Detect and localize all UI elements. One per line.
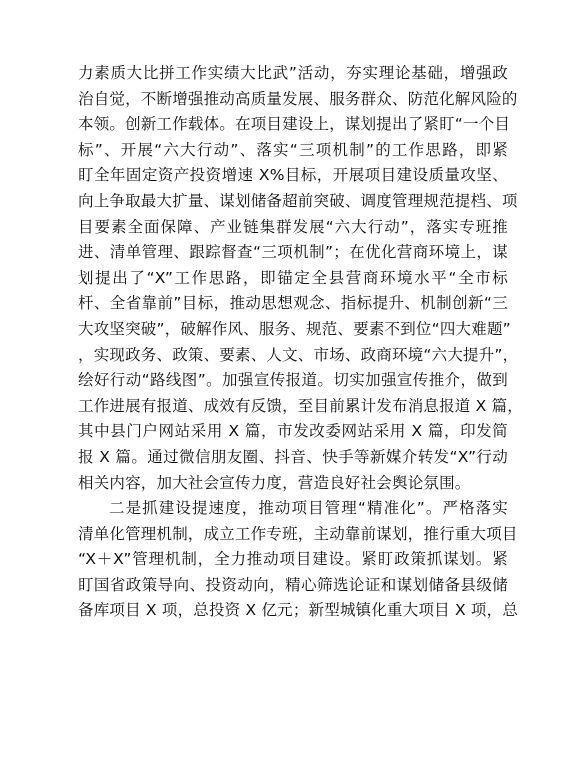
text-line: 本领。创新工作载体。在项目建设上，谋划提出了紧盯“一个目 (78, 115, 511, 134)
text-line: 清单化管理机制，成立工作专班，主动靠前谋划，推行重大项目 (78, 524, 518, 543)
text-line: 目要素全面保障、产业链集群发展“六大行动”，落实专班推 (78, 217, 508, 236)
text-line: 其中县门户网站采用 X 篇，市发改委网站采用 X 篇，印发简 (78, 422, 508, 441)
text-line: 杆、全省靠前”目标，推动思想观念、指标提升、机制创新“三 (78, 294, 508, 313)
paragraph-1 (78, 61, 523, 496)
text-line: 进、清单管理、跟踪督查“三项机制”；在优化营商环境上，谋 (78, 243, 508, 262)
text-line: 划提出了“X”工作思路，即锚定全县营商环境水平“全市标 (78, 268, 508, 287)
text-line: 大攻坚突破”，破解作风、服务、规范、要素不到位“四大难题” (78, 319, 511, 338)
body-text (78, 61, 523, 624)
text-line: 盯全年固定资产投资增速 X%目标，开展项目建设质量攻坚、 (78, 166, 508, 185)
text-line: 绘好行动“路线图”。加强宣传报道。切实加强宣传推介，做到 (78, 371, 508, 390)
paragraph-2 (78, 496, 519, 624)
text-line: “X＋X”管理机制，全力推动项目建设。紧盯政策抓谋划。紧 (78, 550, 508, 569)
text-line: 治自觉，不断增强推动高质量发展、服务群众、防范化解风险的 (78, 89, 518, 108)
text-line: 标”、开展“六大行动”、落实“三项机制”的工作思路，即紧 (78, 140, 508, 159)
text-line: 盯国省政策导向、投资动向，精心筛选论证和谋划储备县级储 (78, 575, 508, 594)
text-line: 工作进展有报道、成效有反馈，至目前累计发布消息报道 X 篇， (78, 396, 523, 415)
text-line: ，实现政务、政策、要素、人文、市场、政商环境“六大提升”， (78, 345, 519, 364)
text-line: 向上争取最大扩量、谋划储备超前突破、调度管理规范提档、项 (78, 191, 518, 210)
text-line: 相关内容，加大社会宣传力度，营造良好社会舆论氛围。 (78, 473, 471, 492)
text-line: 报 X 篇。通过微信朋友圈、抖音、快手等新媒介转发“X”行动 (78, 447, 508, 466)
text-line: 备库项目 X 项，总投资 X 亿元；新型城镇化重大项目 X 项，总 (78, 601, 519, 620)
text-line: 二是抓建设提速度，推动项目管理“精准化”。严格落实 (109, 499, 508, 518)
text-line: 力素质大比拼工作实绩大比武”活动，夯实理论基础，增强政 (78, 64, 508, 82)
